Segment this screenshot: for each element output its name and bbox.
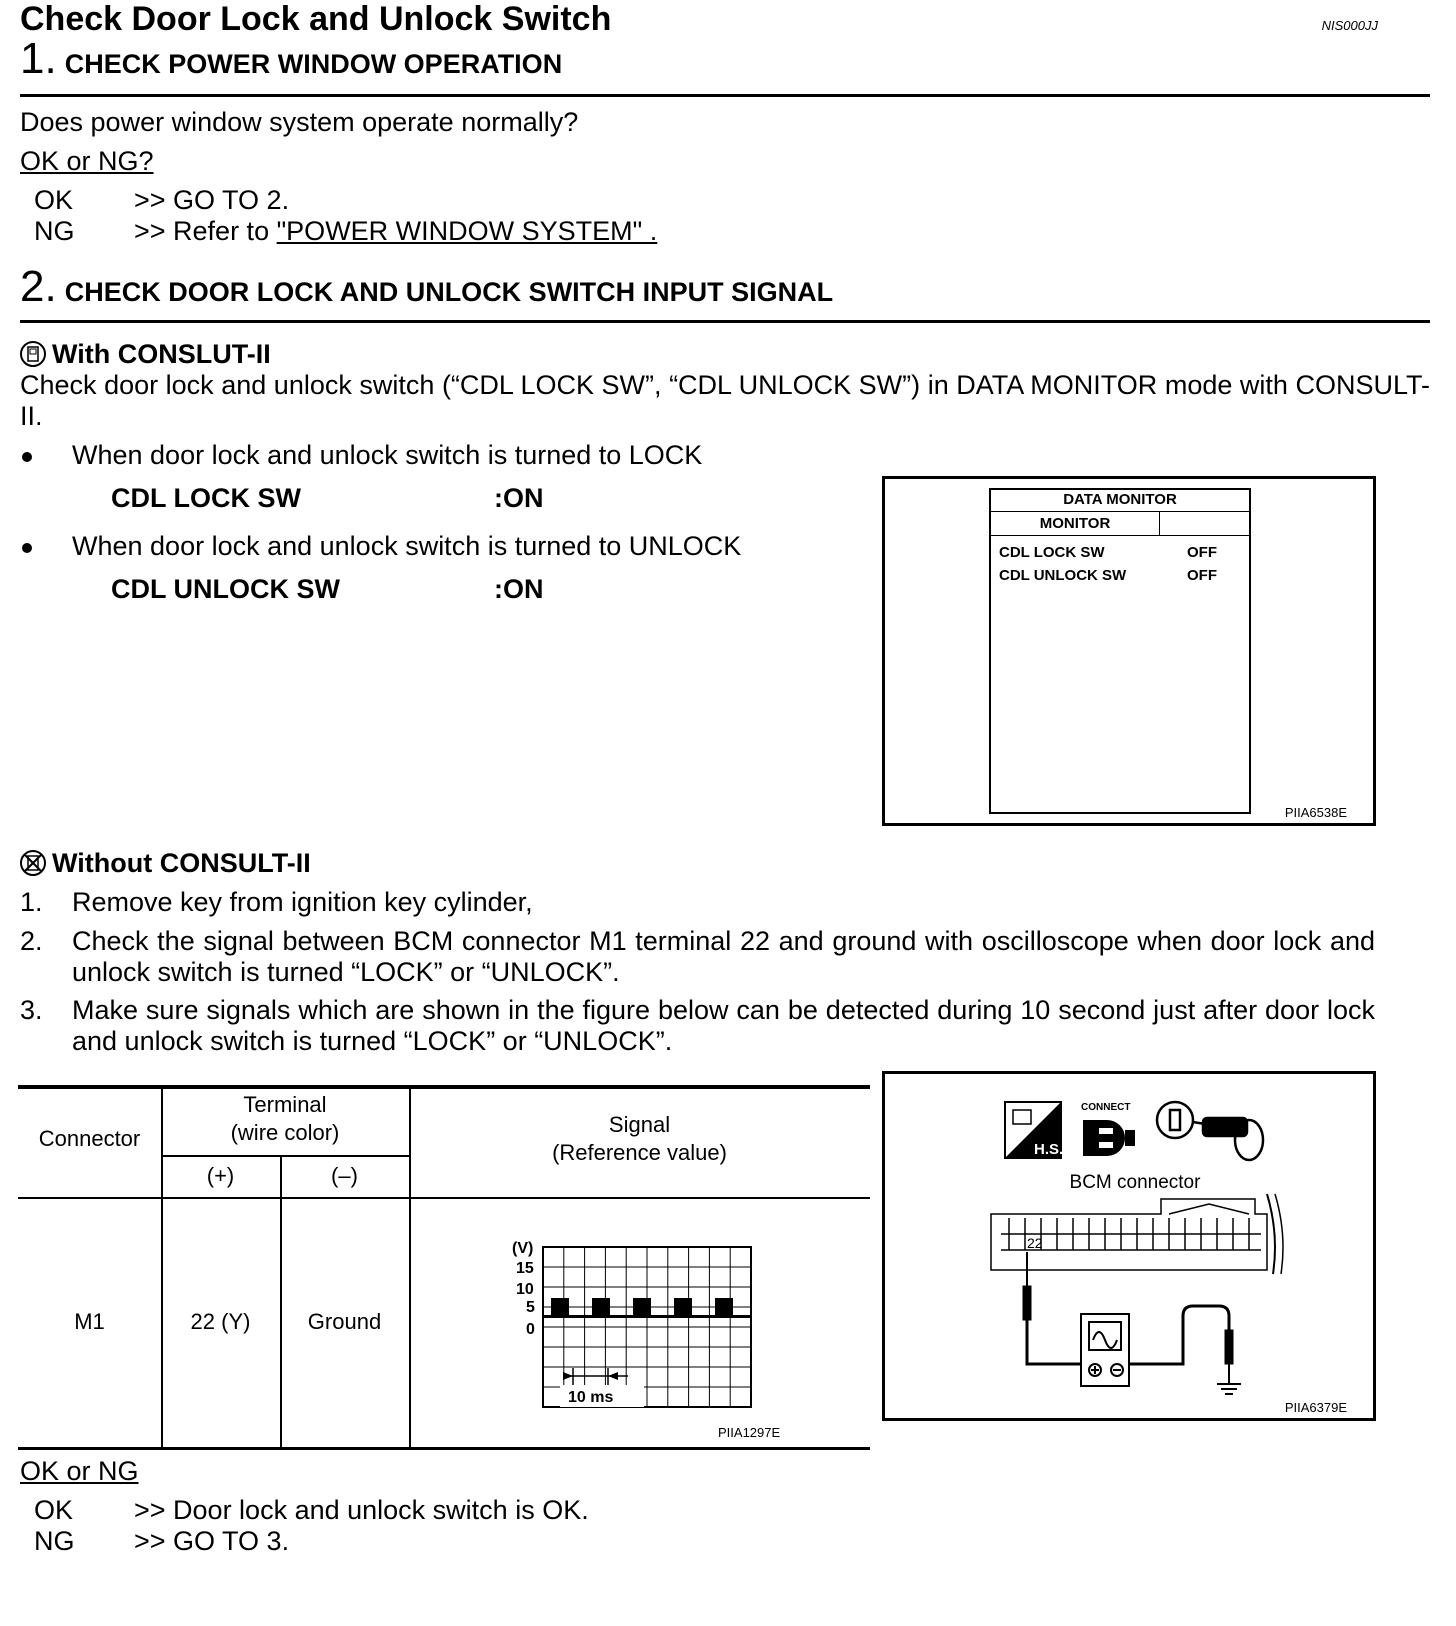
scope-tick-label: 10 bbox=[516, 1281, 534, 1298]
monitor-row-label: CDL LOCK SW bbox=[999, 544, 1105, 561]
hs-label: H.S. bbox=[1034, 1141, 1064, 1158]
ok-key: OK bbox=[34, 185, 74, 215]
table-border bbox=[161, 1155, 409, 1157]
step-2-heading bbox=[20, 262, 833, 312]
cdl-unlock-value: :ON bbox=[494, 574, 544, 604]
no-consult-icon bbox=[20, 850, 46, 876]
cdl-lock-value: :ON bbox=[494, 483, 544, 513]
with-consult-heading bbox=[20, 339, 271, 370]
scope-baseline bbox=[543, 1315, 751, 1318]
header-wire-color: (wire color) bbox=[230, 1120, 340, 1145]
connect-icon bbox=[1081, 1102, 1135, 1156]
terminal-plus-value: 22 (Y) bbox=[190, 1309, 251, 1334]
monitor-row-value: OFF bbox=[1187, 567, 1217, 584]
scope-tick-label: 0 bbox=[526, 1321, 535, 1338]
header-terminal: Terminal bbox=[243, 1092, 327, 1117]
step-title: CHECK DOOR LOCK AND UNLOCK SWITCH INPUT SIGNAL bbox=[64, 277, 834, 307]
step-number: 2. bbox=[20, 262, 57, 311]
scope-pulse bbox=[633, 1298, 651, 1316]
without-consult-label: Without CONSULT-II bbox=[52, 848, 311, 878]
table-border bbox=[18, 1197, 870, 1199]
procedure-step: Make sure signals which are shown in the figure below can be detected during 10 second just after door lock and unlock switch is turned “LOCK” or “UNLOCK”. bbox=[72, 995, 1375, 1056]
ok-result: >> GO TO 2. bbox=[134, 185, 290, 215]
cdl-unlock-label: CDL UNLOCK SW bbox=[111, 574, 340, 604]
table-border bbox=[18, 1447, 870, 1450]
scope-pulse bbox=[674, 1298, 692, 1316]
header-signal: Signal bbox=[608, 1112, 671, 1137]
bullet bbox=[22, 452, 32, 462]
without-consult-heading bbox=[20, 848, 311, 879]
scope-arrowhead bbox=[563, 1372, 573, 1380]
monitor-row-label: CDL UNLOCK SW bbox=[999, 567, 1127, 584]
scope-tick-label: 15 bbox=[516, 1260, 534, 1277]
terminal-minus-value: Ground bbox=[307, 1309, 382, 1334]
ignition-key-icon bbox=[1157, 1102, 1263, 1160]
ng-result: >> GO TO 3. bbox=[134, 1526, 290, 1556]
header-reference: (Reference value) bbox=[552, 1140, 727, 1165]
scope-tick-label: 5 bbox=[526, 1299, 535, 1316]
page-title: Check Door Lock and Unlock Switch bbox=[20, 0, 612, 38]
divider bbox=[991, 511, 1249, 512]
bcm-connector-figure bbox=[882, 1071, 1376, 1421]
bullet-unlock-text: When door lock and unlock switch is turned to UNLOCK bbox=[72, 531, 742, 561]
scope-pulse bbox=[592, 1298, 610, 1316]
ng-key: NG bbox=[34, 216, 75, 246]
connector-value: M1 bbox=[74, 1309, 105, 1334]
divider bbox=[991, 535, 1249, 536]
figure-code: PIIA6538E bbox=[1284, 805, 1347, 820]
monitor-title: DATA MONITOR bbox=[1063, 491, 1177, 508]
ok-option bbox=[34, 1495, 589, 1526]
header-minus: (–) bbox=[331, 1163, 358, 1188]
step-title: CHECK POWER WINDOW OPERATION bbox=[64, 49, 563, 79]
monitor-screen bbox=[989, 488, 1251, 814]
signal-table bbox=[18, 1085, 870, 1451]
ok-or-ng-label: OK or NG bbox=[20, 1456, 139, 1486]
monitor-row-value: OFF bbox=[1187, 544, 1217, 561]
step-1-heading bbox=[20, 34, 562, 84]
procedure-step: Check the signal between BCM connector M1 terminal 22 and ground with oscilloscope when door lock and unlock switch is turned “LOCK” or “UNLOCK”. bbox=[72, 926, 1375, 987]
ok-key: OK bbox=[34, 1495, 74, 1525]
connect-label: CONNECT bbox=[1081, 1102, 1131, 1113]
bullet bbox=[22, 543, 32, 553]
data-monitor-figure bbox=[882, 476, 1376, 826]
scope-time-label: 10 ms bbox=[568, 1389, 614, 1406]
ok-option bbox=[34, 185, 289, 216]
power-window-system-link[interactable]: "POWER WINDOW SYSTEM" . bbox=[276, 216, 658, 246]
divider bbox=[20, 94, 1430, 97]
with-consult-text: Check door lock and unlock switch (“CDL LOCK SW”, “CDL UNLOCK SW”) in DATA MONITOR mode with CONSULT-II. bbox=[20, 370, 1430, 431]
header-plus: (+) bbox=[206, 1163, 235, 1188]
step-number: 1. bbox=[20, 887, 43, 917]
bcm-connector-body bbox=[991, 1194, 1283, 1274]
cdl-lock-label: CDL LOCK SW bbox=[111, 483, 301, 513]
ok-result: >> Door lock and unlock switch is OK. bbox=[134, 1495, 589, 1525]
question-text: Does power window system operate normally? bbox=[20, 107, 579, 137]
oscilloscope-probe bbox=[1023, 1252, 1241, 1394]
harness-side-icon bbox=[1005, 1102, 1063, 1158]
scope-unit-label: (V) bbox=[512, 1240, 534, 1257]
table-border bbox=[280, 1155, 282, 1449]
scope-pulse bbox=[551, 1298, 569, 1316]
figure-code: PIIA6379E bbox=[1284, 1400, 1347, 1415]
scope-arrowhead bbox=[608, 1372, 618, 1380]
document-id: NIS000JJ bbox=[1321, 18, 1378, 33]
ng-prefix: >> Refer to bbox=[134, 216, 277, 246]
step-number: 2. bbox=[20, 926, 43, 956]
ok-or-ng-label: OK or NG? bbox=[20, 146, 154, 176]
oscilloscope-waveform bbox=[498, 1235, 798, 1415]
bcm-connector-label: BCM connector bbox=[1069, 1172, 1201, 1193]
header-connector: Connector bbox=[38, 1126, 141, 1151]
divider bbox=[1159, 511, 1160, 535]
ng-option bbox=[34, 1526, 289, 1557]
bullet-lock-text: When door lock and unlock switch is turned to LOCK bbox=[72, 440, 703, 470]
scope-pulse bbox=[715, 1298, 733, 1316]
monitor-column-header: MONITOR bbox=[1039, 515, 1111, 532]
oscilloscope-meter-icon bbox=[1081, 1314, 1129, 1386]
with-consult-label: With CONSLUT-II bbox=[52, 339, 271, 369]
ng-option bbox=[34, 216, 657, 247]
ng-key: NG bbox=[34, 1526, 75, 1556]
step-number: 3. bbox=[20, 995, 43, 1025]
figure-code: PIIA1297E bbox=[718, 1425, 781, 1440]
divider bbox=[20, 320, 1430, 323]
procedure-step: Remove key from ignition key cylinder, bbox=[72, 887, 533, 917]
consult-icon bbox=[20, 341, 46, 367]
table-border bbox=[18, 1085, 870, 1089]
terminal-number: 22 bbox=[1027, 1235, 1043, 1251]
step-number: 1. bbox=[20, 34, 57, 83]
